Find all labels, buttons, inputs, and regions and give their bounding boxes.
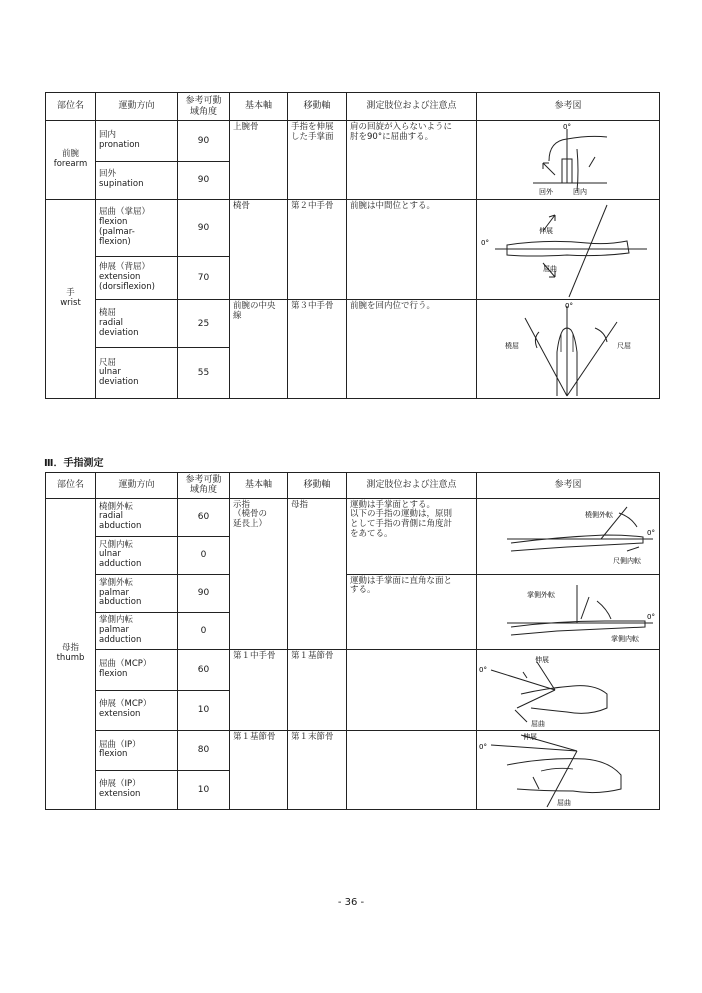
thumb-palmar-diagram [477, 575, 658, 649]
motion-mcp-extension: 伸展（MCP） extension [96, 690, 178, 730]
notes-thumb-ip [347, 730, 477, 809]
table-row [46, 498, 660, 536]
rom-table-forearm-wrist [45, 92, 660, 399]
header-figure: 参考図 [477, 93, 660, 121]
angle-ulnar-deviation: 55 [178, 348, 230, 399]
notes-thumb-palmar: 運動は手掌面に直角な面と する。 [347, 574, 477, 649]
motion-ip-extension: 伸展（IP） extension [96, 771, 178, 810]
label-zero: 0° [481, 238, 489, 247]
table-row [46, 121, 660, 162]
label-flexion: 屈曲 [531, 719, 545, 728]
label-ulnar-adduction: 尺側内転 [613, 557, 641, 566]
header-part: 部位名 [46, 93, 96, 121]
motion-ulnar-deviation: 尺屈 ulnar deviation [96, 348, 178, 399]
header-notes: 測定肢位および注意点 [347, 93, 477, 121]
angle-ip-extension: 10 [178, 771, 230, 810]
header-angle: 参考可動 域角度 [178, 473, 230, 499]
motion-radial-deviation: 橈屈 radial deviation [96, 300, 178, 348]
motion-wrist-flexion: 屈曲（掌屈） flexion (palmar- flexion) [96, 200, 178, 257]
motion-palmar-abduction: 掌側外転 palmar abduction [96, 574, 178, 613]
figure-forearm-rotation [477, 121, 660, 200]
basic-axis-thumb-ip: 第１基節骨 [230, 730, 288, 809]
page-number: - 36 - [337, 897, 365, 908]
header-part: 部位名 [46, 473, 96, 499]
part-wrist: 手 wrist [46, 200, 96, 399]
table-row [46, 649, 660, 690]
label-flexion: 屈曲 [557, 798, 571, 807]
label-zero: 0° [479, 665, 487, 674]
label-zero: 0° [563, 123, 571, 131]
motion-pronation: 回内 pronation [96, 121, 178, 162]
label-radial-abduction: 橈側外転 [585, 511, 613, 520]
moving-axis-thumb-mcp: 第１基節骨 [288, 649, 347, 730]
table-row [46, 730, 660, 771]
label-extension: 伸展 [535, 655, 549, 664]
motion-wrist-extension: 伸展（背屈） extension (dorsiflexion) [96, 257, 178, 300]
figure-wrist-deviation [477, 300, 660, 399]
table-row [46, 300, 660, 348]
motion-ulnar-adduction: 尺側内転 ulnar adduction [96, 536, 178, 574]
moving-axis-thumb-ip: 第１末節骨 [288, 730, 347, 809]
basic-axis-wrist-dev: 前腕の中央 線 [230, 300, 288, 399]
header-direction: 運動方向 [96, 473, 178, 499]
wrist-flexion-diagram [477, 201, 658, 299]
section-title: Ⅲ．手指測定 [44, 458, 104, 469]
angle-radial-deviation: 25 [178, 300, 230, 348]
angle-ip-flexion: 80 [178, 730, 230, 771]
thumb-ip-diagram [477, 731, 658, 809]
angle-pronation: 90 [178, 121, 230, 162]
angle-wrist-extension: 70 [178, 257, 230, 300]
label-zero: 0° [479, 742, 487, 751]
angle-supination: 90 [178, 161, 230, 200]
label-palmar-abduction: 掌側外転 [527, 590, 555, 599]
figure-thumb-radial [477, 498, 660, 574]
header-notes: 測定肢位および注意点 [347, 473, 477, 499]
label-radial-deviation: 橈屈 [505, 342, 519, 350]
figure-thumb-ip [477, 730, 660, 809]
figure-thumb-palmar [477, 574, 660, 649]
header-direction: 運動方向 [96, 93, 178, 121]
motion-mcp-flexion: 屈曲（MCP） flexion [96, 649, 178, 690]
label-pronation: 回内 [573, 188, 587, 196]
notes-forearm: 肩の回旋が入らないように 肘を90°に屈曲する。 [347, 121, 477, 200]
moving-axis-forearm: 手指を伸展 した手掌面 [288, 121, 347, 200]
angle-palmar-abduction: 90 [178, 574, 230, 613]
label-zero: 0° [647, 612, 655, 621]
header-figure: 参考図 [477, 473, 660, 499]
table-row [46, 574, 660, 613]
label-extension: 伸展 [523, 732, 537, 741]
part-forearm: 前腕 forearm [46, 121, 96, 200]
angle-palmar-adduction: 0 [178, 613, 230, 650]
figure-thumb-mcp [477, 649, 660, 730]
angle-ulnar-adduction: 0 [178, 536, 230, 574]
header-row [46, 93, 660, 121]
basic-axis-thumb-mcp: 第１中手骨 [230, 649, 288, 730]
table-row [46, 200, 660, 257]
forearm-rotation-diagram [477, 121, 658, 199]
label-zero: 0° [565, 302, 573, 310]
thumb-mcp-diagram [477, 650, 658, 730]
label-supination: 回外 [539, 188, 553, 196]
motion-palmar-adduction: 掌側内転 palmar adduction [96, 613, 178, 650]
figure-wrist-flexion [477, 200, 660, 300]
header-basic-axis: 基本軸 [230, 93, 288, 121]
angle-wrist-flexion: 90 [178, 200, 230, 257]
label-zero: 0° [647, 529, 655, 538]
label-flexion: 屈曲 [543, 264, 557, 273]
notes-thumb-radial: 運動は手掌面とする。 以下の手指の運動は，原則 として手指の背側に角度計 をあてる。 [347, 498, 477, 574]
moving-axis-wrist-flex: 第２中手骨 [288, 200, 347, 300]
notes-thumb-mcp [347, 649, 477, 730]
header-basic-axis: 基本軸 [230, 473, 288, 499]
moving-axis-thumb-abd: 母指 [288, 498, 347, 649]
thumb-radial-diagram [477, 499, 658, 573]
basic-axis-forearm: 上腕骨 [230, 121, 288, 200]
motion-radial-abduction: 橈側外転 radial abduction [96, 498, 178, 536]
header-row [46, 473, 660, 499]
wrist-deviation-diagram [477, 300, 658, 398]
angle-mcp-extension: 10 [178, 690, 230, 730]
notes-wrist-dev: 前腕を回内位で行う。 [347, 300, 477, 399]
label-extension: 伸展 [539, 226, 553, 235]
rom-table-thumb [45, 472, 660, 810]
label-ulnar-deviation: 尺屈 [617, 342, 631, 350]
motion-ip-flexion: 屈曲（IP） flexion [96, 730, 178, 771]
motion-supination: 回外 supination [96, 161, 178, 200]
angle-radial-abduction: 60 [178, 498, 230, 536]
notes-wrist-flex: 前腕は中間位とする。 [347, 200, 477, 300]
header-moving-axis: 移動軸 [288, 473, 347, 499]
header-angle: 参考可動 域角度 [178, 93, 230, 121]
header-moving-axis: 移動軸 [288, 93, 347, 121]
part-thumb: 母指 thumb [46, 498, 96, 809]
basic-axis-wrist-flex: 橈骨 [230, 200, 288, 300]
angle-mcp-flexion: 60 [178, 649, 230, 690]
basic-axis-thumb-abd: 示指 （橈骨の 延長上） [230, 498, 288, 649]
moving-axis-wrist-dev: 第３中手骨 [288, 300, 347, 399]
label-palmar-adduction: 掌側内転 [611, 634, 639, 643]
